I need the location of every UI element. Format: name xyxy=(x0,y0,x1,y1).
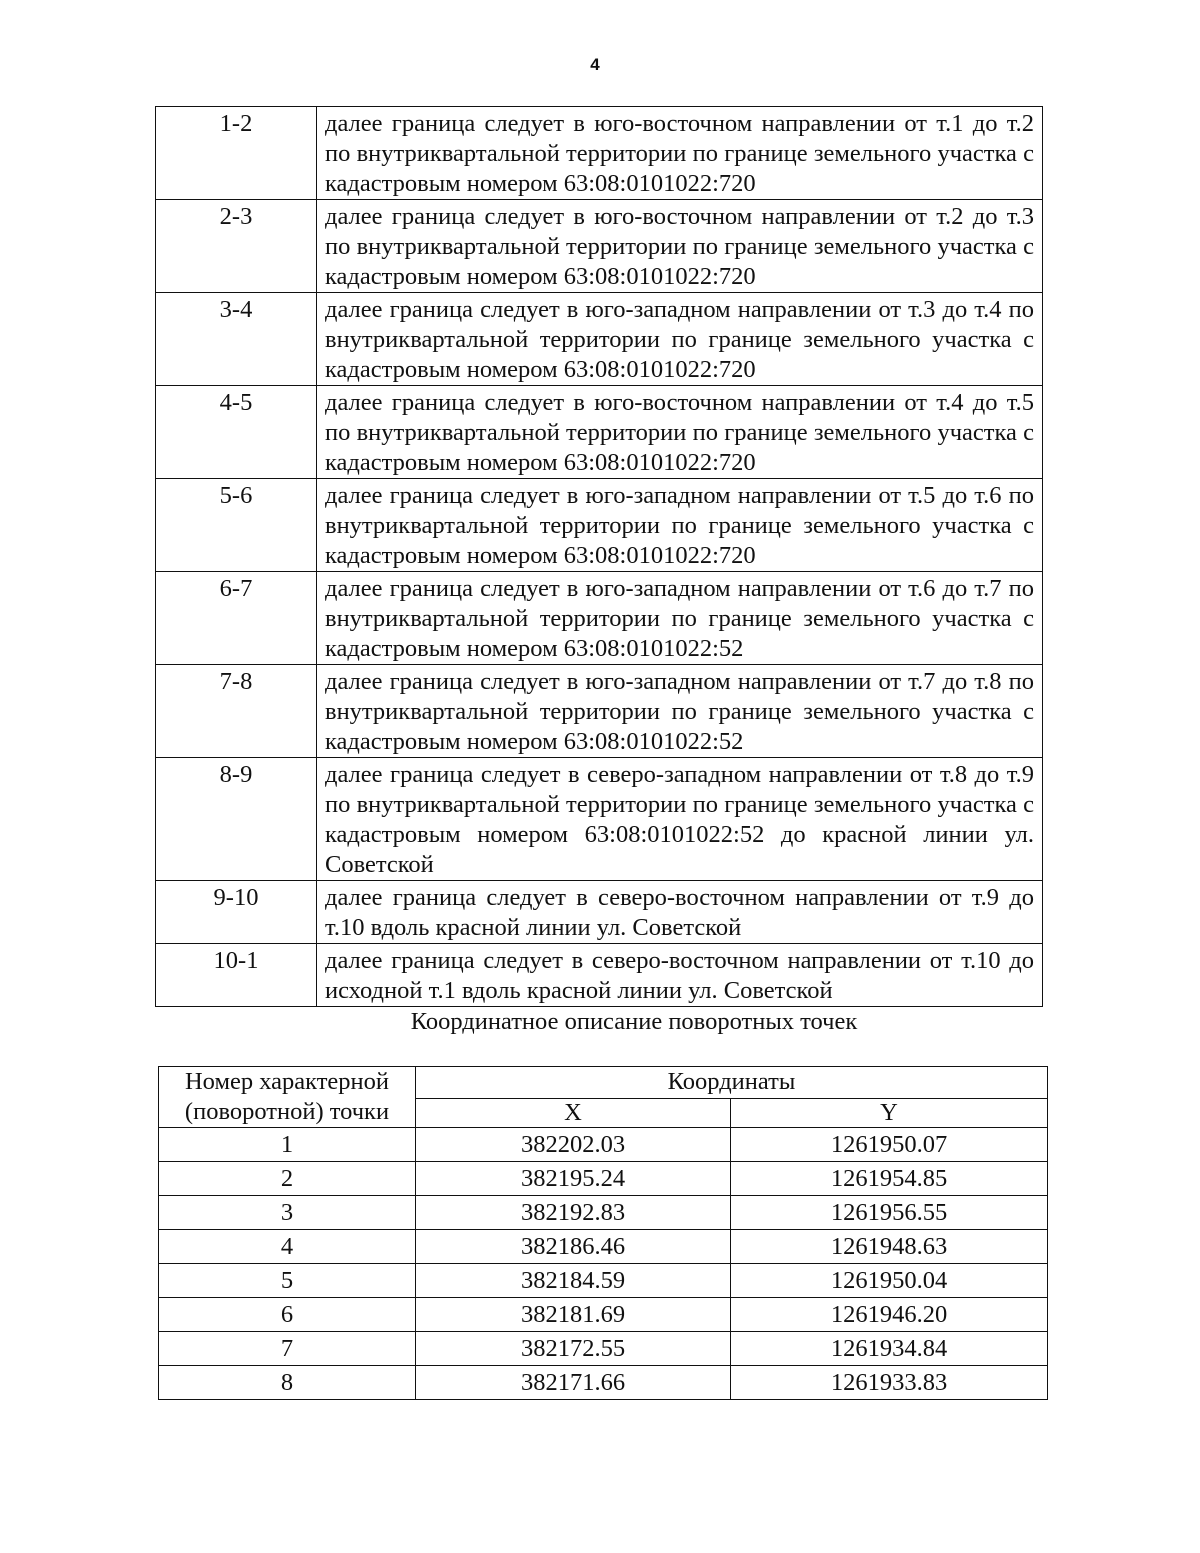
segment-description: далее граница следует в северо-западном направлении от т.8 до т.9 по внутриквартальной территории по границе земельного участка с кадастровым номером 63:08:0101022:52 до красной линии ул. Советской xyxy=(317,758,1043,881)
point-number: 1 xyxy=(159,1128,416,1162)
segment-description: далее граница следует в юго-западном направлении от т.7 до т.8 по внутриквартальной территории по границе земельного участка с кадастровым номером 63:08:0101022:52 xyxy=(317,665,1043,758)
page-number: 4 xyxy=(590,55,600,74)
segment-id: 1-2 xyxy=(156,107,317,200)
point-number: 2 xyxy=(159,1162,416,1196)
segment-row xyxy=(156,881,1043,944)
segment-row xyxy=(156,665,1043,758)
segment-id: 2-3 xyxy=(156,200,317,293)
segment-row xyxy=(156,386,1043,479)
coordinate-x: 382181.69 xyxy=(416,1298,731,1332)
segment-id: 6-7 xyxy=(156,572,317,665)
coordinate-y: 1261950.04 xyxy=(731,1264,1048,1298)
coordinate-row xyxy=(159,1196,1048,1230)
segment-description: далее граница следует в юго-западном направлении от т.6 до т.7 по внутриквартальной территории по границе земельного участка с кадастровым номером 63:08:0101022:52 xyxy=(317,572,1043,665)
segment-description: далее граница следует в юго-западном направлении от т.5 до т.6 по внутриквартальной территории по границе земельного участка с кадастровым номером 63:08:0101022:720 xyxy=(317,479,1043,572)
segment-row xyxy=(156,293,1043,386)
segment-row xyxy=(156,200,1043,293)
segment-description: далее граница следует в юго-восточном направлении от т.2 до т.3 по внутриквартальной территории по границе земельного участка с кадастровым номером 63:08:0101022:720 xyxy=(317,200,1043,293)
coordinate-x: 382171.66 xyxy=(416,1366,731,1400)
point-number: 4 xyxy=(159,1230,416,1264)
point-number: 6 xyxy=(159,1298,416,1332)
coordinate-x: 382202.03 xyxy=(416,1128,731,1162)
segment-id: 3-4 xyxy=(156,293,317,386)
segment-id: 8-9 xyxy=(156,758,317,881)
coordinate-row xyxy=(159,1298,1048,1332)
point-number: 5 xyxy=(159,1264,416,1298)
point-number: 7 xyxy=(159,1332,416,1366)
coordinate-row xyxy=(159,1230,1048,1264)
coordinate-y: 1261956.55 xyxy=(731,1196,1048,1230)
coordinate-x: 382172.55 xyxy=(416,1332,731,1366)
point-number: 3 xyxy=(159,1196,416,1230)
coordinate-row xyxy=(159,1332,1048,1366)
segment-id: 7-8 xyxy=(156,665,317,758)
coordinate-y: 1261950.07 xyxy=(731,1128,1048,1162)
coordinate-x: 382192.83 xyxy=(416,1196,731,1230)
coordinate-y: 1261954.85 xyxy=(731,1162,1048,1196)
segment-row xyxy=(156,758,1043,881)
segment-id: 9-10 xyxy=(156,881,317,944)
segment-row xyxy=(156,944,1043,1007)
coordinate-y: 1261934.84 xyxy=(731,1332,1048,1366)
coordinates-table xyxy=(158,1066,1048,1400)
coordinate-row xyxy=(159,1366,1048,1400)
coordinate-y: 1261933.83 xyxy=(731,1366,1048,1400)
boundary-segments-table xyxy=(155,106,1043,1007)
coordinate-y: 1261946.20 xyxy=(731,1298,1048,1332)
coordinate-x: 382195.24 xyxy=(416,1162,731,1196)
segment-row xyxy=(156,479,1043,572)
segment-description: далее граница следует в юго-западном направлении от т.3 до т.4 по внутриквартальной территории по границе земельного участка с кадастровым номером 63:08:0101022:720 xyxy=(317,293,1043,386)
coordinate-x: 382186.46 xyxy=(416,1230,731,1264)
segment-id: 5-6 xyxy=(156,479,317,572)
segment-description: далее граница следует в северо-восточном направлении от т.9 до т.10 вдоль красной линии ул. Советской xyxy=(317,881,1043,944)
segment-row xyxy=(156,107,1043,200)
header-point-number: Номер характерной (поворотной) точки xyxy=(159,1067,416,1128)
coordinate-row xyxy=(159,1128,1048,1162)
coordinate-row xyxy=(159,1264,1048,1298)
coordinate-x: 382184.59 xyxy=(416,1264,731,1298)
segment-id: 4-5 xyxy=(156,386,317,479)
header-coordinates: Координаты xyxy=(416,1067,1048,1099)
header-x: X xyxy=(416,1098,731,1127)
section-title: Координатное описание поворотных точек xyxy=(410,1008,858,1035)
coordinate-y: 1261948.63 xyxy=(731,1230,1048,1264)
coordinate-row xyxy=(159,1162,1048,1196)
header-y: Y xyxy=(731,1098,1048,1127)
segment-description: далее граница следует в северо-восточном направлении от т.10 до исходной т.1 вдоль красной линии ул. Советской xyxy=(317,944,1043,1007)
segment-row xyxy=(156,572,1043,665)
segment-description: далее граница следует в юго-восточном направлении от т.4 до т.5 по внутриквартальной территории по границе земельного участка с кадастровым номером 63:08:0101022:720 xyxy=(317,386,1043,479)
point-number: 8 xyxy=(159,1366,416,1400)
segment-id: 10-1 xyxy=(156,944,317,1007)
segment-description: далее граница следует в юго-восточном направлении от т.1 до т.2 по внутриквартальной территории по границе земельного участка с кадастровым номером 63:08:0101022:720 xyxy=(317,107,1043,200)
